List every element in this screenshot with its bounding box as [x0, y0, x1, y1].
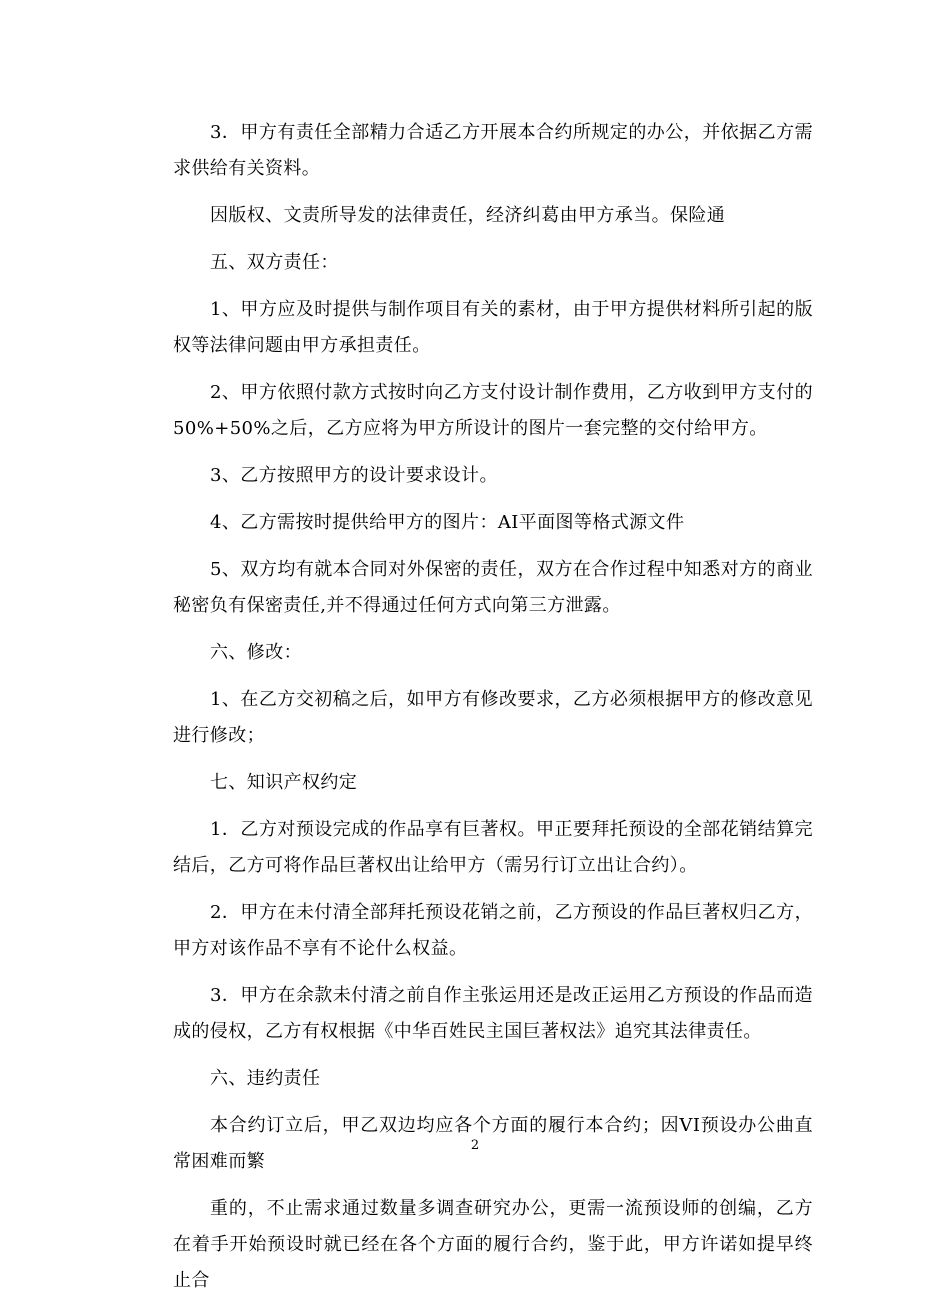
- page-number: 2: [470, 1138, 480, 1153]
- section-heading: 六、违约责任: [210, 1068, 321, 1089]
- paragraph: 3、乙方按照甲方的设计要求设计。: [210, 465, 498, 486]
- paragraph: 2．甲方在未付清全部拜托预设花销之前，乙方预设的作品巨著权归乙方，甲方对该作品不享有不论什么权益。: [173, 902, 813, 959]
- section-heading: 六、修改：: [210, 642, 302, 663]
- paragraph: 4、乙方需按时提供给甲方的图片：AI平面图等格式源文件: [210, 512, 685, 533]
- paragraph: 因版权、文责所导发的法律责任，经济纠葛由甲方承当。保险通: [210, 205, 726, 226]
- paragraph: 1、甲方应及时提供与制作项目有关的素材，由于甲方提供材料所引起的版权等法律问题由甲方承担责任。: [173, 299, 813, 356]
- paragraph: 5、双方均有就本合同对外保密的责任，双方在合作过程中知悉对方的商业秘密负有保密责任,并不得通过任何方式向第三方泄露。: [173, 559, 813, 616]
- paragraph: 本合约订立后，甲乙双边均应各个方面的履行本合约；因VI预设办公曲直常困难而繁: [173, 1115, 813, 1172]
- paragraph: 1．乙方对预设完成的作品享有巨著权。甲正要拜托预设的全部花销结算完结后，乙方可将作品巨著权出让给甲方（需另行订立出让合约）。: [173, 819, 813, 876]
- paragraph: 重的，不止需求通过数量多调查研究办公，更需一流预设师的创编，乙方在着手开始预设时就已经在各个方面的履行合约，鉴于此，甲方许诺如提早终止合: [173, 1198, 813, 1291]
- paragraph: 1、在乙方交初稿之后，如甲方有修改要求，乙方必须根据甲方的修改意见进行修改；: [173, 689, 813, 746]
- section-heading: 七、知识产权约定: [210, 772, 358, 793]
- paragraph: 2、甲方依照付款方式按时向乙方支付设计制作费用，乙方收到甲方支付的50%+50%之后，乙方应将为甲方所设计的图片一套完整的交付给甲方。: [173, 382, 813, 439]
- document-body: [173, 115, 813, 1310]
- section-heading: 五、双方责任：: [210, 252, 339, 273]
- paragraph: 3．甲方在余款未付清之前自作主张运用还是改正运用乙方预设的作品而造成的侵权，乙方有权根据《中华百姓民主国巨著权法》追究其法律责任。: [173, 985, 813, 1042]
- paragraph: 3．甲方有责任全部精力合适乙方开展本合约所规定的办公，并依据乙方需求供给有关资料。: [173, 122, 813, 179]
